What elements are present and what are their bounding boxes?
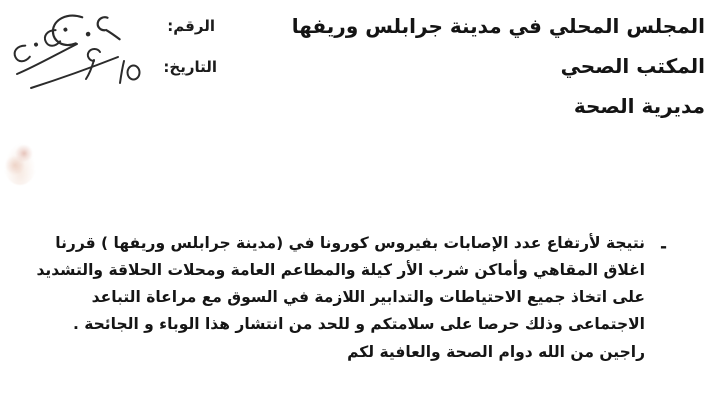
org-name: المجلس المحلي في مدينة جرابلس وريفها [291,14,705,38]
handwritten-number [51,9,120,48]
scan-smudge-artifact [3,141,37,185]
body-line-4: الاجتماعى وذلك حرصا على سلامتكم و للحد من انتشار هذا الوباء و الجائحة . [72,315,645,333]
bullet-dash: - [659,237,667,257]
date-label: التاريخ: [163,58,217,76]
day-five-loop [128,66,140,80]
closing-line: راجين من الله دوام الصحة والعافية لكم [347,343,645,361]
letter-body [36,230,645,366]
body-line-2: اغلاق المقاهي وأماكن شرب الأر كيلة والمطاعم العامة ومحلات الحلاقة والتشديد [36,261,645,279]
number-label: الرقم: [167,17,215,35]
digit-nine-loop [97,17,109,31]
handwriting-layer [0,0,230,110]
handwritten-date [12,24,139,88]
office-name: المكتب الصحي [560,54,705,78]
directorate-name: مديرية الصحة [573,94,705,118]
digit-nine-tail [106,28,119,41]
day-one-stroke [120,61,124,83]
digit-zero-dot [86,32,91,37]
letterhead [292,6,705,126]
body-line-1: نتيجة لأرتفاع عدد الإصابات بفيروس كورونا في (مدينة جرابلس وريفها ) قررنا [55,234,645,252]
body-line-3: على اتخاذ جميع الاحتياطات والتدابير اللازمة في السوق مع مراعاة التباعد [91,288,645,306]
